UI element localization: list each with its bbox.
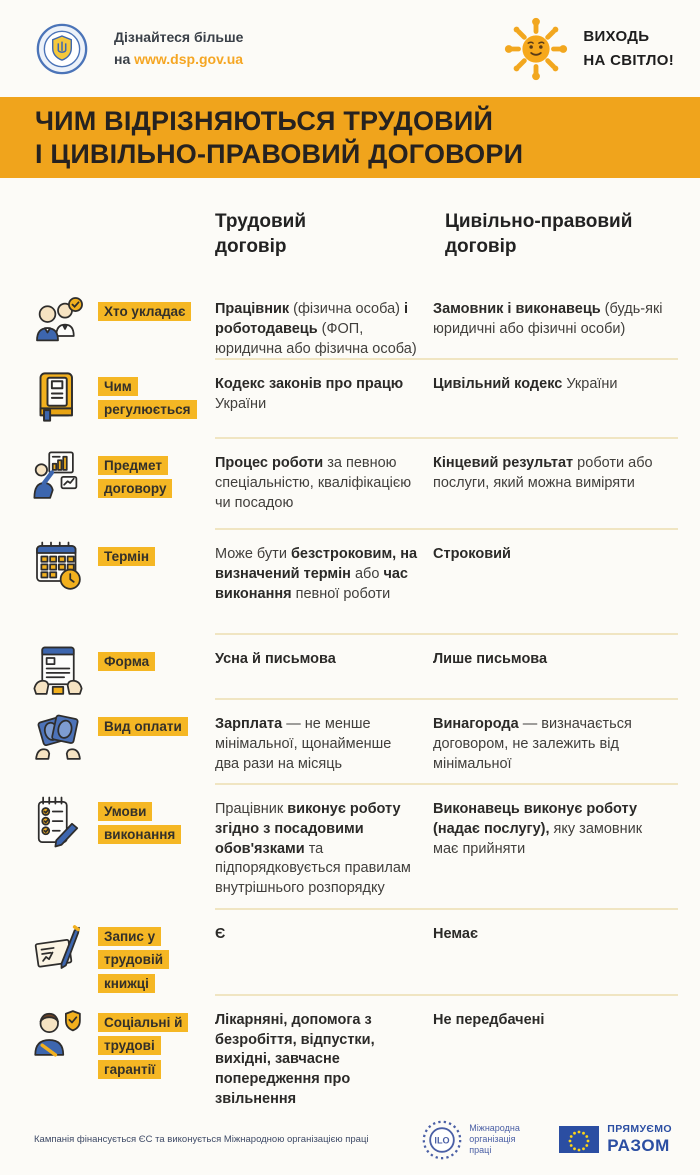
person-shield-icon	[30, 996, 98, 1061]
row-label	[98, 785, 215, 847]
labor-contract-cell: Зарплата — не менше мінімальної, щонайменше два рази на місяць	[215, 715, 392, 772]
table-row	[0, 785, 700, 910]
civil-contract-cell: Кінцевий результат роботи або послуги, який можна виміряти	[433, 454, 653, 491]
row-label-highlight: Чим регулюється	[98, 377, 197, 420]
header	[0, 0, 700, 97]
row-label-highlight: Форма	[98, 652, 155, 671]
row-label-highlight: Вид оплати	[98, 717, 188, 736]
civil-contract-cell: Лише письмова	[433, 650, 548, 667]
row-label	[98, 635, 215, 674]
ilo-name: Міжнародна організація праці	[469, 1122, 520, 1156]
row-label	[98, 910, 215, 996]
civil-contract-cell: Виконавець виконує роботу (надає послугу), яку замовник має прийняти	[433, 800, 643, 857]
funding-text: Кампанія фінансується ЄС та виконується Міжнародною організацією праці	[34, 1134, 369, 1145]
svg-text:ILO: ILO	[434, 1135, 450, 1146]
eu-flag-icon	[559, 1126, 599, 1153]
site-link[interactable]: www.dsp.gov.ua	[134, 50, 244, 67]
row-label-highlight: Соціальні й трудові гарантії	[98, 1013, 188, 1079]
row-label-highlight: Хто укладає	[98, 302, 191, 321]
paper-pen-icon	[30, 910, 98, 975]
row-label	[98, 700, 215, 739]
column-header-civil: Цивільно-правовий договір	[445, 210, 633, 257]
column-headers	[215, 210, 700, 259]
row-label-highlight: Термін	[98, 547, 155, 566]
table-row	[0, 285, 700, 360]
comparison-table	[0, 285, 700, 1112]
table-row	[0, 700, 700, 785]
labor-contract-cell: Лікарняні, допомога з безробіття, відпустки, вихідні, завчасне попередження про звільнення	[215, 1011, 375, 1108]
row-label	[98, 530, 215, 569]
table-row	[0, 910, 700, 996]
civil-contract-cell: Замовник і виконавець (будь-які юридичні або фізичні особи)	[433, 301, 663, 338]
presentation-chart-icon	[30, 439, 98, 504]
labor-contract-cell: Кодекс законів про працю України	[215, 375, 404, 412]
campaign-slogan: ВИХОДЬ НА СВІТЛО!	[583, 28, 674, 69]
row-label	[98, 360, 215, 422]
calendar-clock-icon	[30, 530, 98, 595]
civil-contract-cell: Цивільний кодекс України	[433, 375, 618, 392]
labor-contract-cell: Є	[215, 925, 226, 942]
civil-contract-cell: Не передбачені	[433, 1011, 545, 1028]
row-label	[98, 285, 215, 324]
learn-more-text	[114, 27, 243, 70]
row-label	[98, 996, 215, 1082]
labor-contract-cell: Може бути безстроковим, на визначений термін або час виконання певної роботи	[215, 545, 418, 602]
row-label	[98, 439, 215, 501]
eu-block	[559, 1123, 672, 1156]
footer	[0, 1104, 700, 1175]
table-row	[0, 360, 700, 439]
row-label-highlight: Умови виконання	[98, 802, 181, 845]
people-check-icon	[30, 285, 98, 350]
table-row	[0, 530, 700, 635]
civil-contract-cell: Винагорода — визначається договором, не залежить від мінімальної	[433, 715, 632, 772]
title-band	[0, 97, 700, 178]
checklist-pen-icon	[30, 785, 98, 850]
learn-more-line2: на www.dsp.gov.ua	[114, 50, 244, 67]
civil-contract-cell: Строковий	[433, 545, 511, 562]
row-label-highlight: Предмет договору	[98, 456, 172, 499]
row-label-highlight: Запис у трудовій книжці	[98, 927, 169, 993]
column-header-labor: Трудовий договір	[215, 210, 307, 257]
eu-campaign-text: ПРЯМУЄМО РАЗОМ	[607, 1123, 672, 1155]
document-hands-icon	[30, 635, 98, 700]
labor-contract-cell: Усна й письмова	[215, 650, 336, 667]
table-row	[0, 439, 700, 530]
table-row	[0, 635, 700, 700]
labor-contract-cell: Працівник (фізична особа) і роботодавець (ФОП, юридична або фізична особа)	[215, 301, 417, 357]
labor-contract-cell: Працівник виконує роботу згідно з посадовими обов'язками та підпорядковується правилам внутрішнього розпорядку	[215, 800, 411, 897]
book-icon	[30, 360, 98, 425]
table-row	[0, 996, 700, 1113]
page-title-line2: І ЦИВІЛЬНО-ПРАВОВИЙ ДОГОВОРИ	[35, 138, 524, 169]
ilo-block	[422, 1120, 531, 1160]
ilo-logo-icon	[422, 1120, 462, 1160]
labor-contract-cell: Процес роботи за певною спеціальністю, кваліфікацією чи посадою	[215, 454, 412, 511]
page-title-line1: ЧИМ ВІДРІЗНЯЮТЬСЯ ТРУДОВИЙ	[35, 106, 494, 136]
learn-more-line1: Дізнайтеся більше	[114, 28, 244, 45]
money-hands-icon	[30, 700, 98, 765]
state-labor-service-emblem-icon	[36, 23, 88, 75]
civil-contract-cell: Немає	[433, 925, 478, 942]
sun-mascot-icon	[501, 14, 571, 84]
